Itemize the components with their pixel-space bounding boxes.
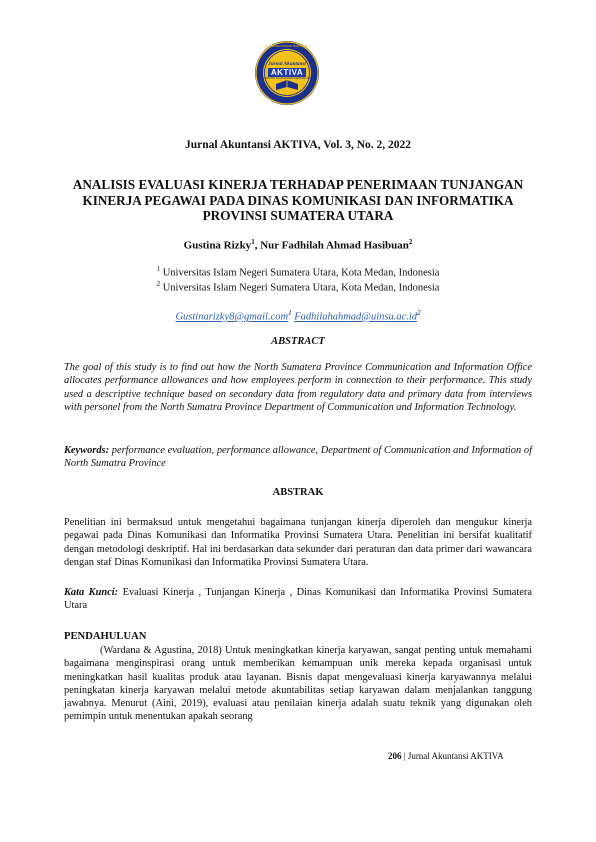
page-number: 206 <box>388 751 402 761</box>
footer-journal: Jurnal Akuntansi AKTIVA <box>407 751 504 761</box>
email-2-mark: 2 <box>417 309 421 317</box>
affiliation-1-text: Universitas Islam Negeri Sumatera Utara, Kota Medan, Indonesia <box>160 267 440 279</box>
email-link-1[interactable]: Gustinarizky8@gmail.com <box>175 311 289 323</box>
logo-subtext: UNIVERSITAS ISLAM NEGERI SUMATERA UTARA <box>259 77 315 80</box>
author-2: Nur Fadhilah Ahmad Hasibuan <box>260 239 409 252</box>
abstrak-heading: ABSTRAK <box>272 487 324 498</box>
kata-kunci-text: Evaluasi Kinerja , Tunjangan Kinerja , Dinas Komunikasi dan Informatika Provinsi Sumatera Utara <box>64 587 532 612</box>
page-footer <box>388 751 504 761</box>
affiliation-2-mark: 2 <box>156 280 161 288</box>
abstrak-keywords <box>64 586 532 613</box>
email-link-2[interactable]: Fadhilahahmad@uinsu.ac.id <box>294 311 418 323</box>
abstrak-text: Penelitian ini bermaksud untuk mengetahui bagaimana tunjangan kinerja diperoleh dan mengukur kinerja pegawai pada Dinas Komunikasi dan Informatika Provinsi Sumatera Utara. Penelitian ini bersifat kualitatif dengan metodologi deskriptif. Hal ini berdasarkan data sekunder dari peraturan dan data primer dari wawancara dengan staf Dinas Komunikasi dan Informatika Provinsi Sumatera Utara. <box>64 517 532 569</box>
affiliation-2 <box>0 280 596 294</box>
paper-title: ANALISIS EVALUASI KINERJA TERHADAP PENERIMAAN TUNJANGAN KINERJA PEGAWAI PADA DINAS KOMUNIKASI DAN INFORMATIKA PROVINSI SUMATERA UTARA <box>72 177 524 223</box>
author-2-affil-mark: 2 <box>408 238 413 246</box>
journal-citation: Jurnal Akuntansi AKTIVA, Vol. 3, No. 2, 2022 <box>184 139 412 151</box>
keywords-text: performance evaluation, performance allowance, Department of Communication and Information of North Sumatra Province <box>64 445 532 470</box>
logo-name-main: AKTIVA <box>270 68 304 77</box>
email-1-mark: 1 <box>288 309 292 317</box>
author-1-affil-mark: 1 <box>251 238 255 246</box>
author-list <box>0 238 596 252</box>
section-heading-pendahuluan: PENDAHULUAN <box>64 631 147 642</box>
keywords-label: Keywords: <box>64 445 110 456</box>
abstract-text: The goal of this study is to find out how the North Sumatera Province Communication and Information Office allocates performance allowances and how employees perform in connection to their performance. This study used a descriptive technique based on secondary data from regulatory data and primary data from interviews with personel from the North Sumatra Province Department of Communication and Information Technology. <box>64 362 532 414</box>
pendahuluan-text <box>64 644 532 724</box>
footer-separator: | <box>401 751 408 761</box>
journal-logo <box>254 40 320 106</box>
affiliation-1-mark: 1 <box>156 265 161 273</box>
abstract-heading: ABSTRACT <box>271 336 325 347</box>
abstract-keywords <box>64 444 532 471</box>
affiliation-2-text: Universitas Islam Negeri Sumatera Utara, Kota Medan, Indonesia <box>160 282 440 294</box>
logo-name-top: Jurnal Akuntansi <box>268 61 306 67</box>
author-separator: , <box>254 239 261 252</box>
author-1: Gustina Rizky <box>183 239 252 252</box>
pendahuluan-paragraph: (Wardana & Agustina, 2018) Untuk meningkatkan kinerja karyawan, sangat penting untuk memahami bagaimana menginspirasi orang untuk memberikan kemampuan unik mereka kepada organisasi untuk meningkatkan hasil kualitas produk atau layanan. Bisnis dapat mengevaluasi kinerja karyawannya melalui peningkatan kinerja karyawan melalui metode akuntabilitas setiap karyawan dalam menjalankan tanggung jawabnya. Menurut (Aini, 2019), evaluasi atau penilaian kinerja adalah suatu teknik yang digunakan oleh pemimpin untuk menentukan apakah seorang <box>64 645 532 723</box>
kata-kunci-label: Kata Kunci: <box>64 587 119 598</box>
affiliation-1 <box>0 265 596 279</box>
author-emails <box>0 309 596 323</box>
logo-ring-text: KAJIAN AKUNTANSI DAN BISNIS <box>264 44 310 48</box>
